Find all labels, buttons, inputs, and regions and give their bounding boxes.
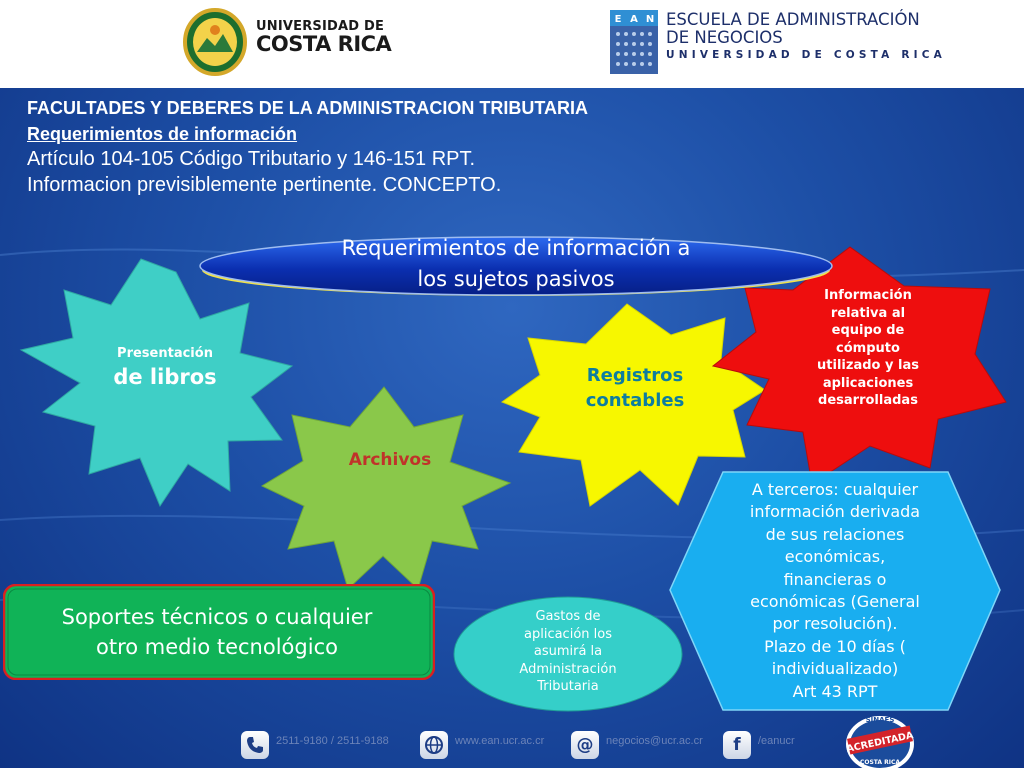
ean-letter-n: N bbox=[645, 14, 655, 25]
terceros-line: económicas (General bbox=[750, 592, 920, 612]
gastos-line: aplicación los bbox=[524, 626, 612, 642]
email-text[interactable]: negocios@ucr.ac.cr bbox=[606, 735, 703, 747]
gastos-line: asumirá la bbox=[533, 644, 603, 659]
sinaes-bottom-text: COSTA RICA bbox=[859, 759, 901, 766]
globe-icon bbox=[420, 731, 448, 759]
libros-label-big: de libros bbox=[113, 365, 217, 389]
slide-subheading: Requerimientos de información bbox=[27, 123, 298, 144]
facebook-text[interactable]: /eanucr bbox=[758, 735, 795, 747]
terceros-line: financieras o bbox=[783, 569, 887, 589]
libros-label-small: Presentación bbox=[117, 346, 213, 361]
registros-line1: Registros bbox=[586, 365, 684, 386]
ean-name-line2: DE NEGOCIOS bbox=[666, 27, 783, 47]
ellipse-gastos-label bbox=[470, 608, 666, 696]
ean-letter-a: A bbox=[630, 14, 638, 25]
facebook-icon: f bbox=[723, 731, 751, 759]
phone-icon bbox=[241, 731, 269, 759]
soportes-line2: otro medio tecnológico bbox=[96, 635, 338, 659]
terceros-line: información derivada bbox=[749, 502, 921, 522]
terceros-line: A terceros: cualquier bbox=[751, 480, 919, 499]
ucr-name-line2: COSTA RICA bbox=[256, 32, 392, 56]
equipo-line: cómputo bbox=[836, 340, 900, 356]
equipo-line: desarrolladas bbox=[818, 393, 918, 408]
terceros-line: por resolución). bbox=[772, 614, 898, 634]
at-icon: @ bbox=[571, 731, 599, 759]
equipo-line: relativa al bbox=[830, 305, 906, 321]
gastos-line: Administración bbox=[519, 661, 617, 677]
terceros-line: de sus relaciones bbox=[765, 524, 905, 544]
central-title-line2: los sujetos pasivos bbox=[417, 267, 615, 291]
terceros-line: individualizado) bbox=[771, 659, 899, 679]
concept-line: Informacion previsiblemente pertinente. CONCEPTO. bbox=[27, 173, 502, 196]
ucr-name-line1: UNIVERSIDAD DE bbox=[256, 19, 385, 34]
phone-text: 2511-9180 / 2511-9188 bbox=[276, 735, 389, 747]
slide-heading: FACULTADES Y DEBERES DE LA ADMINISTRACION TRIBUTARIA bbox=[27, 98, 589, 118]
soportes-line1: Soportes técnicos o cualquier bbox=[61, 605, 373, 629]
terceros-line: Art 43 RPT bbox=[792, 681, 878, 701]
registros-line2: contables bbox=[585, 390, 685, 411]
web-text[interactable]: www.ean.ucr.ac.cr bbox=[455, 735, 545, 747]
ean-letter-e: E bbox=[614, 14, 622, 25]
equipo-line: equipo de bbox=[831, 323, 905, 338]
ean-name-line1: ESCUELA DE ADMINISTRACIÓN bbox=[666, 10, 920, 29]
gastos-line: Tributaria bbox=[537, 679, 599, 694]
legal-reference: Artículo 104-105 Código Tributario y 146-151 RPT. bbox=[27, 148, 476, 170]
equipo-line: aplicaciones bbox=[822, 375, 914, 391]
star-archivos-label: Archivos bbox=[348, 450, 432, 470]
ean-name-line3: UNIVERSIDAD DE COSTA RICA bbox=[666, 49, 946, 61]
central-title-line1: Requerimientos de información a bbox=[341, 236, 691, 260]
gastos-line: Gastos de bbox=[535, 609, 601, 624]
sinaes-badge-label: ACREDITADA bbox=[845, 730, 915, 755]
terceros-line: Plazo de 10 días ( bbox=[764, 636, 906, 656]
equipo-line: utilizado y las bbox=[817, 358, 919, 373]
equipo-line: Información bbox=[824, 288, 912, 303]
sinaes-top-text: SINAES bbox=[865, 716, 895, 724]
terceros-line: económicas, bbox=[784, 547, 886, 567]
